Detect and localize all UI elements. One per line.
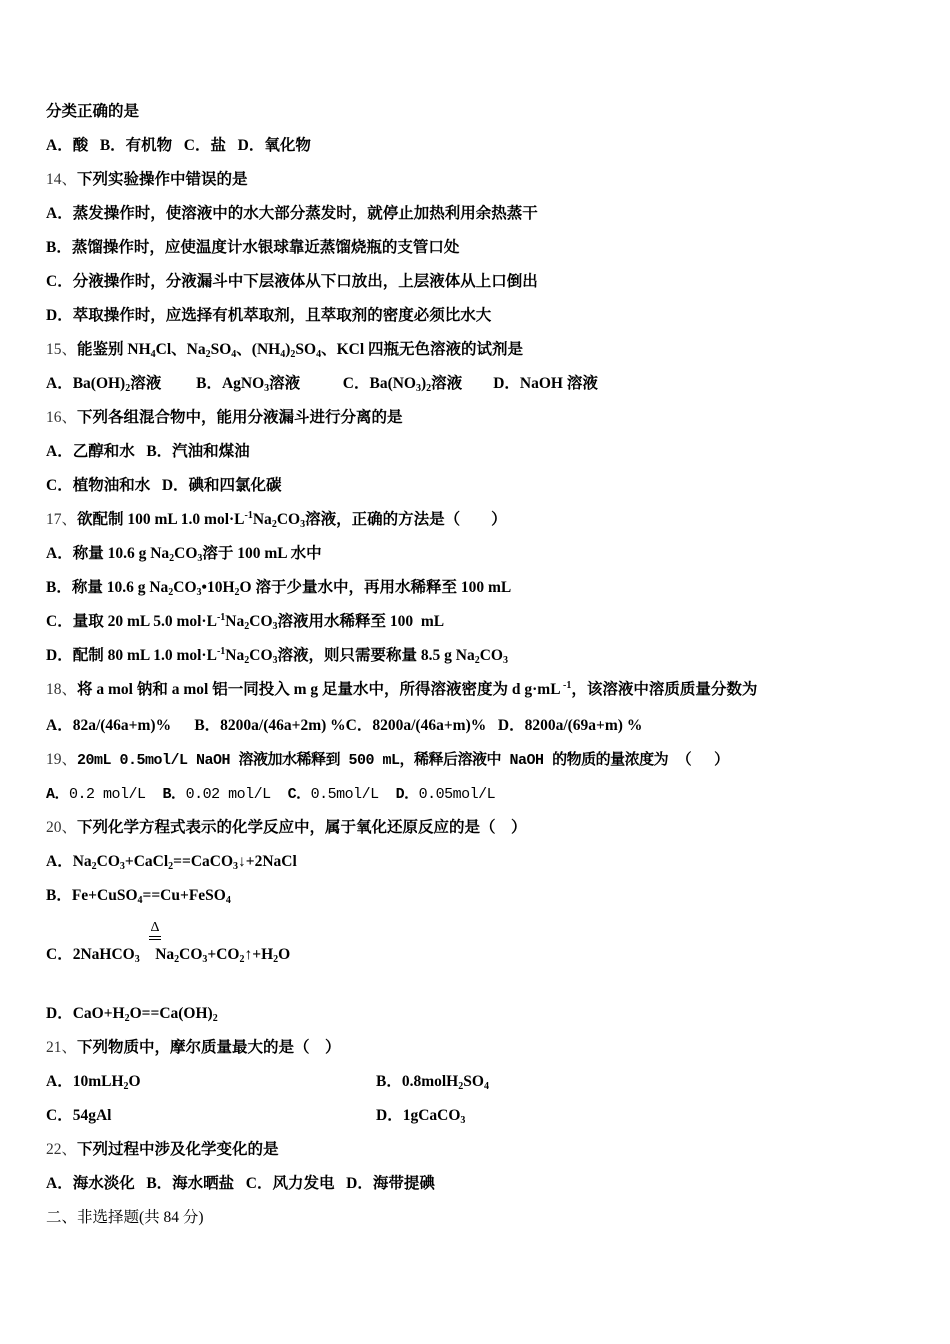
question-22-options <box>46 1174 435 1194</box>
question-17-option-a: A．称量 10.6 g $Na_2CO_3$溶于 100 mL 水中 <box>46 545 322 564</box>
question-number: 21、 <box>46 1039 78 1056</box>
option-a-value: 0.2 mol/L <box>69 786 146 803</box>
option-b: B．8200a/(46a+2m) % <box>194 717 346 734</box>
option-d: D．碘和四氯化碳 <box>161 477 282 494</box>
question-18-options <box>46 716 642 736</box>
option-d: D．NaOH 溶液 <box>493 375 598 392</box>
question-20-stem: 20、下列化学方程式表示的化学反应中，属于氧化还原反应的是（ ） <box>46 819 527 836</box>
question-22-stem: 22、下列过程中涉及化学变化的是 <box>46 1141 279 1158</box>
option-d: D．8200a/(69a+m) % <box>497 717 643 734</box>
question-21-stem: 21、下列物质中，摩尔质量最大的是（ ） <box>46 1039 341 1056</box>
question-18-stem: 18、将 a mol 钠和 a mol 铝一同投入 m g 足量水中，所得溶液密度为 d g·mL $^{-1}$，该溶液中溶质质量分数为 <box>46 680 758 698</box>
question-17-option-b: B．称量 10.6 g $Na_2CO_3•10H_2O$ 溶于少量水中，再用水稀释至 100 mL <box>46 579 512 598</box>
question-number: 16、 <box>46 409 78 426</box>
question-number: 15、 <box>46 341 78 358</box>
question-number: 22、 <box>46 1141 78 1158</box>
option-c: C．盐 <box>183 137 226 154</box>
option-b: B．海水晒盐 <box>146 1175 235 1192</box>
question-16-stem: 16、下列各组混合物中，能用分液漏斗进行分离的是 <box>46 409 403 426</box>
question-number: 20、 <box>46 819 78 836</box>
question-21-option-b: B．$0.8molH_2SO_4$ <box>376 1073 489 1092</box>
option-a: A．海水淡化 <box>46 1175 135 1192</box>
question-19-stem: 19、20mL 0.5mol/L NaOH 溶液加水稀释到 500 mL，稀释后溶液中 NaOH 的物质的量浓度为 （ ） <box>46 751 729 769</box>
section-heading: 二、非选择题(共 84 分) <box>46 1209 204 1226</box>
question-17-stem: 17、欲配制 100 mL 1.0 $mol\cdot L^{-1}Na_2CO_3$溶液，正确的方法是（ ） <box>46 510 507 530</box>
question-20-option-d: D．$CaO+H_2O==Ca(OH)_2$ <box>46 1005 218 1024</box>
option-a: A．$Ba(OH)_2$溶液 <box>46 375 162 394</box>
question-20-option-a: A．$Na_2CO_3+CaCl_2==CaCO_3↓+2NaCl$ <box>46 853 297 872</box>
question-number: 14、 <box>46 171 78 188</box>
question-15-options <box>46 374 598 394</box>
question-14-option-a: A．蒸发操作时，使溶液中的水大部分蒸发时，就停止加热利用余热蒸干 <box>46 205 538 222</box>
option-c: C．风力发电 <box>245 1175 335 1192</box>
question-21-option-c: C．54gAl <box>46 1107 112 1124</box>
option-a: A．82a/(46a+m)% <box>46 717 172 734</box>
option-c: C．$Ba(NO_3)_2$溶液 <box>342 375 463 394</box>
option-b-value: 0.02 mol/L <box>185 786 271 803</box>
option-d-value: 0.05mol/L <box>418 786 496 803</box>
option-c: C．8200a/(46a+m)% <box>345 717 487 734</box>
question-number: 18、 <box>46 681 78 698</box>
question-21-option-a: A．10mLH$_2$O <box>46 1073 141 1092</box>
question-13-stem: 分类正确的是 <box>46 103 140 120</box>
question-21-option-d: D．1gCaCO$_3$ <box>376 1107 466 1126</box>
question-13-options <box>46 136 311 156</box>
question-20-option-c: C．2NaHCO$_3$ $Na_2CO_3+CO_2↑+H_2O$ <box>46 946 291 965</box>
question-14-option-b: B．蒸馏操作时，应使温度计水银球靠近蒸馏烧瓶的支管口处 <box>46 239 460 256</box>
question-17-option-c: C．量取 20 mL 5.0 $mol\cdot L^{-1}Na_2CO_3$溶液用水稀释至 100 mL <box>46 612 445 632</box>
option-d: D．海带提碘 <box>346 1175 435 1192</box>
option-b: B．有机物 <box>99 137 173 154</box>
question-number: 17、 <box>46 511 78 528</box>
question-number: 19、 <box>46 751 78 768</box>
option-c-value: 0.5mol/L <box>310 786 379 803</box>
option-a: A．乙醇和水 <box>46 443 135 460</box>
question-14-stem: 14、下列实验操作中错误的是 <box>46 171 248 188</box>
question-20-option-b: B．Fe+CuSO$_4$==Cu+FeSO$_4$ <box>46 887 231 906</box>
question-16-options-cd <box>46 476 282 496</box>
heat-condition-symbol: Δ <box>148 921 162 940</box>
question-19-options: A．0.2 mol/L B．0.02 mol/L C．0.5mol/L D．0.05mol/L <box>46 786 496 803</box>
question-17-option-d: D．配制 80 mL 1.0 $mol\cdot L^{-1}Na_2CO_3$溶液，则只需要称量 8.5 g $Na_2CO_3$ <box>46 646 508 666</box>
question-14-option-c: C．分液操作时，分液漏斗中下层液体从下口放出，上层液体从上口倒出 <box>46 273 538 290</box>
option-d: D．氧化物 <box>237 137 311 154</box>
option-c: C．植物油和水 <box>46 477 151 494</box>
option-b: B．汽油和煤油 <box>146 443 250 460</box>
question-15-stem: 15、能鉴别 $NH_4Cl$、$Na_2SO_4$、$(NH_4)_2SO_4$、KCl 四瓶无色溶液的试剂是 <box>46 341 524 360</box>
option-b: B．AgNO$_3$溶液 <box>196 375 301 394</box>
option-a: A．酸 <box>46 137 89 154</box>
question-16-options-ab <box>46 442 250 462</box>
question-14-option-d: D．萃取操作时，应选择有机萃取剂，且萃取剂的密度必须比水大 <box>46 307 492 324</box>
